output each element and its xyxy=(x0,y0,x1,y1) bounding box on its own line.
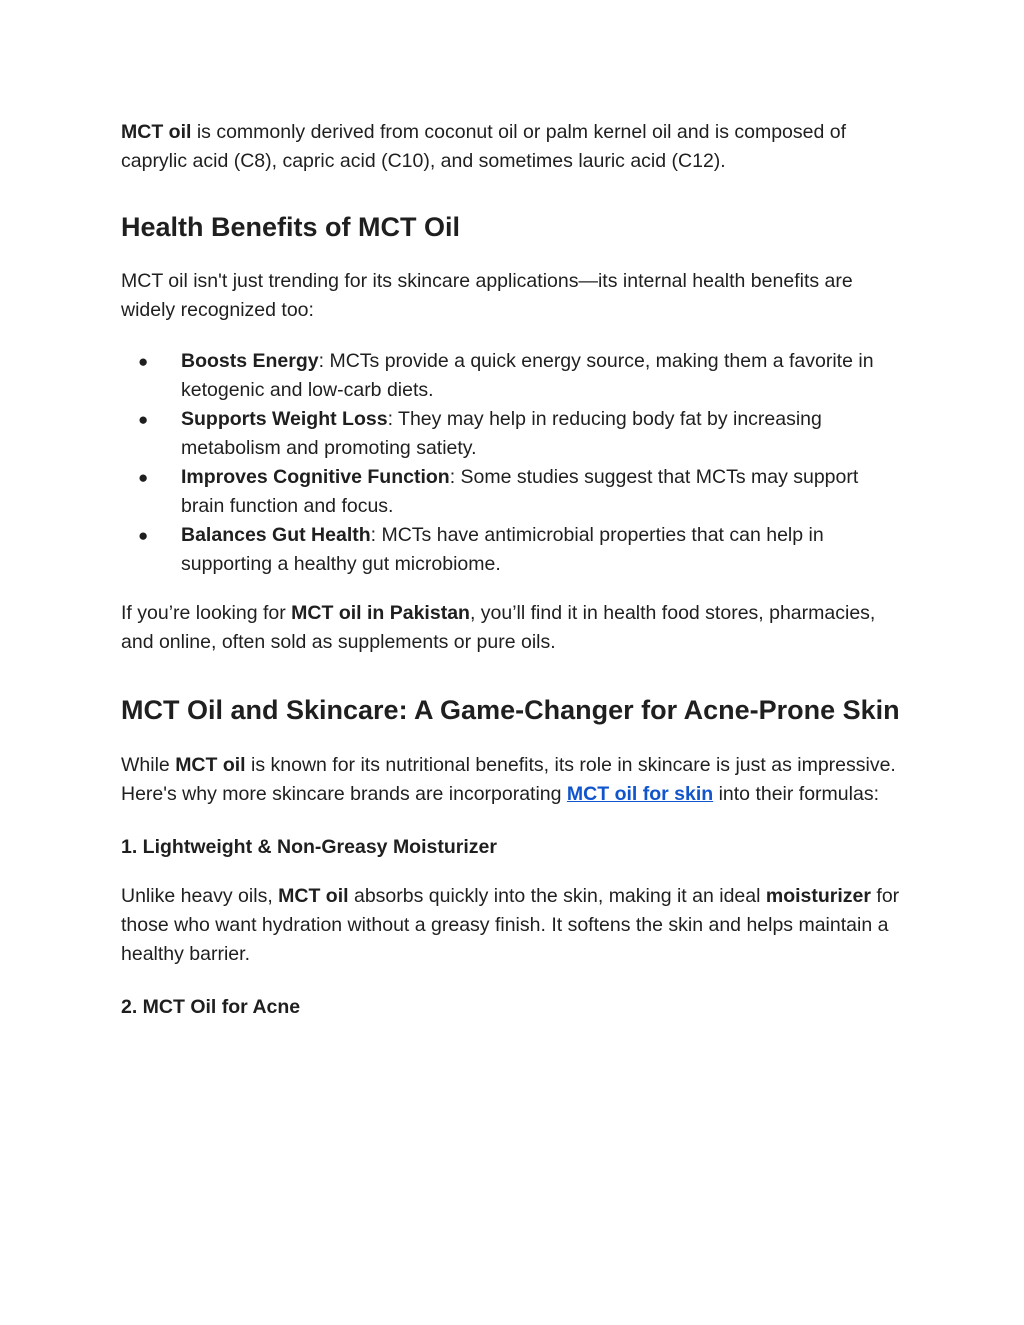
intro-bold-term: MCT oil xyxy=(121,121,192,143)
skincare-text-middle: is known for its nutritional benefits, its role in skincare is just as impressive. Here's why more skincare brands are incorporating xyxy=(121,754,896,805)
pakistan-text-after: , you’ll find it in health food stores, pharmacies, and online, often sold as supplements or pure oils. xyxy=(121,602,876,653)
intro-text: is commonly derived from coconut oil or palm kernel oil and is composed of caprylic acid (C8), capric acid (C10), and sometimes lauric acid (C12). xyxy=(121,121,847,172)
benefits-intro-paragraph: MCT oil isn't just trending for its skincare applications—its internal health benefits are widely recognized too: xyxy=(121,270,853,321)
skincare-text-before: While xyxy=(121,754,176,776)
benefits-list xyxy=(121,347,904,579)
skincare-heading: MCT Oil and Skincare: A Game-Changer for Acne-Prone Skin xyxy=(121,695,900,725)
benefit-text: : They may help in reducing body fat by increasing metabolism and promoting satiety. xyxy=(181,408,822,459)
pakistan-paragraph xyxy=(121,599,904,657)
bullet-icon: ● xyxy=(138,468,149,487)
intro-paragraph xyxy=(121,118,904,176)
pakistan-bold-term: MCT oil in Pakistan xyxy=(291,602,470,624)
list-item xyxy=(121,405,904,463)
acne-subheading: 2. MCT Oil for Acne xyxy=(121,996,301,1018)
pakistan-text-before: If you’re looking for xyxy=(121,602,292,624)
moisturizer-subheading: 1. Lightweight & Non-Greasy Moisturizer xyxy=(121,836,497,858)
moisturizer-bold-word: moisturizer xyxy=(765,885,871,907)
benefit-title: Improves Cognitive Function xyxy=(181,466,450,488)
skincare-text-after: into their formulas: xyxy=(713,783,879,805)
moisturizer-paragraph xyxy=(121,882,904,969)
moisturizer-bold-term: MCT oil xyxy=(278,885,349,907)
mct-oil-for-skin-link[interactable]: MCT oil for skin xyxy=(566,783,714,805)
bullet-icon: ● xyxy=(138,410,149,429)
bullet-icon: ● xyxy=(138,526,149,545)
benefit-text: : MCTs have antimicrobial properties that can help in supporting a healthy gut microbiome. xyxy=(181,524,824,575)
moisturizer-text-after: for those who want hydration without a greasy finish. It softens the skin and helps maintain a healthy barrier. xyxy=(121,885,900,965)
moisturizer-text-middle: absorbs quickly into the skin, making it an ideal xyxy=(348,885,766,907)
skincare-bold-term: MCT oil xyxy=(175,754,246,776)
benefit-text: : MCTs provide a quick energy source, making them a favorite in ketogenic and low-carb diets. xyxy=(181,350,874,401)
benefit-title: Supports Weight Loss xyxy=(181,408,388,430)
benefit-text: : Some studies suggest that MCTs may support brain function and focus. xyxy=(181,466,859,517)
list-item xyxy=(121,347,904,405)
benefit-title: Boosts Energy xyxy=(181,350,319,372)
moisturizer-text-before: Unlike heavy oils, xyxy=(121,885,279,907)
list-item xyxy=(121,521,904,579)
bullet-icon: ● xyxy=(138,352,149,371)
health-benefits-heading: Health Benefits of MCT Oil xyxy=(121,212,461,242)
list-item xyxy=(121,463,904,521)
benefit-title: Balances Gut Health xyxy=(181,524,371,546)
skincare-intro-paragraph xyxy=(121,751,904,809)
